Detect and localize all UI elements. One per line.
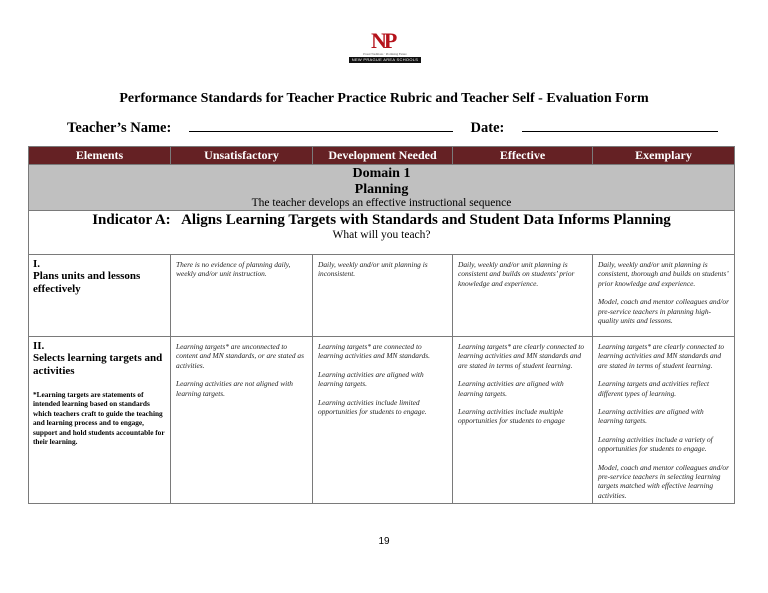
development-needed-cell: [313, 255, 453, 337]
column-header-unsatisfactory: Unsatisfactory: [171, 147, 313, 165]
column-header-development-needed: Development Needed: [313, 147, 453, 165]
teacher-name-label: Teacher’s Name:: [67, 120, 172, 136]
element-footnote: *Learning targets are statements of intended learning based on standards which teachers craft to guide the teaching and learning process and to engage, support and hold students accountable for their learning.: [33, 390, 165, 447]
descriptor: Learning targets* are unconnected to content and MN standards, or are stated as activities.: [176, 342, 304, 370]
column-header-exemplary: Exemplary: [593, 147, 735, 165]
element-cell: [29, 337, 171, 504]
teacher-info-row: [67, 119, 718, 137]
effective-cell: [453, 255, 593, 337]
domain-band: [29, 165, 735, 211]
indicator-row: [29, 211, 735, 255]
column-header-elements: Elements: [29, 147, 171, 165]
descriptor: Learning activities are aligned with learning targets.: [318, 369, 424, 389]
indicator-band: [29, 211, 735, 255]
table-row: [29, 255, 735, 337]
table-header-row: [29, 147, 735, 165]
unsatisfactory-cell: [171, 337, 313, 504]
effective-cell: [453, 337, 593, 504]
district-logo: [349, 30, 421, 64]
domain-number: Domain 1: [352, 166, 411, 181]
descriptor: Learning activities are aligned with learning targets.: [598, 407, 704, 426]
development-needed-cell: [313, 337, 453, 504]
domain-row: [29, 165, 735, 211]
element-cell: [29, 255, 171, 337]
descriptor: Learning targets and activities reflect different types of learning.: [598, 379, 710, 398]
column-header-effective: Effective: [453, 147, 593, 165]
descriptor: Learning targets* are clearly connected to learning activities and MN standards and are stated in terms of student learning.: [598, 342, 725, 370]
descriptor: Model, coach and mentor colleagues and/or pre-service teachers in selecting learning targets matched with effective learning activities.: [598, 462, 729, 500]
descriptor: Learning activities include limited opportunities for students to engage.: [318, 397, 427, 417]
logo-initials: NP: [371, 28, 395, 53]
descriptor: Learning targets* are connected to learning activities and MN standards.: [318, 342, 431, 361]
descriptor: Learning targets* are clearly connected to learning activities and MN standards and are stated in terms of student learning.: [458, 342, 585, 370]
table-row: [29, 337, 735, 504]
page-number: 19: [378, 536, 390, 547]
exemplary-cell: [593, 337, 735, 504]
element-number: I.: [33, 258, 41, 270]
date-label: Date:: [470, 120, 505, 136]
descriptor: Daily, weekly and/or unit planning is consistent and builds on students’ prior knowledge and experience.: [458, 260, 575, 288]
element-name: Plans units and lessons effectively: [33, 270, 141, 295]
descriptor: Daily, weekly and/or unit planning is consistent, thorough and builds on students’ prior knowledge and experience.: [598, 260, 728, 288]
rubric-table: [28, 146, 735, 504]
logo-district-name: NEW PRAGUE AREA SCHOOLS: [349, 57, 421, 63]
date-field[interactable]: [522, 119, 718, 132]
teacher-name-field[interactable]: [189, 119, 453, 132]
descriptor: Daily, weekly and/or unit planning is inconsistent.: [318, 260, 428, 279]
document-title: Performance Standards for Teacher Practice Rubric and Teacher Self - Evaluation Form: [119, 91, 649, 106]
element-number: II.: [33, 340, 45, 352]
domain-description: The teacher develops an effective instructional sequence: [251, 197, 512, 209]
descriptor: Learning activities are not aligned with learning targets.: [176, 379, 293, 398]
descriptor: Model, coach and mentor colleagues and/or pre-service teachers in planning high-quality units and lessons.: [598, 297, 729, 326]
domain-name: Planning: [354, 182, 409, 197]
descriptor: There is no evidence of planning daily, weekly and/or unit instruction.: [176, 260, 291, 279]
indicator-title: Indicator A: Aligns Learning Targets with Standards and Student Data Informs Planning: [92, 212, 671, 228]
descriptor: Learning activities are aligned with learning targets.: [458, 379, 564, 398]
descriptor: Learning activities include multiple opportunities for students to engage: [458, 407, 565, 426]
indicator-question: What will you teach?: [332, 229, 431, 241]
exemplary-cell: [593, 255, 735, 337]
descriptor: Learning activities include a variety of opportunities for students to engage.: [598, 434, 713, 454]
logo-tagline: Proud Traditions · Promising Future: [363, 52, 407, 56]
unsatisfactory-cell: [171, 255, 313, 337]
element-name: Selects learning targets and activities: [33, 352, 163, 377]
